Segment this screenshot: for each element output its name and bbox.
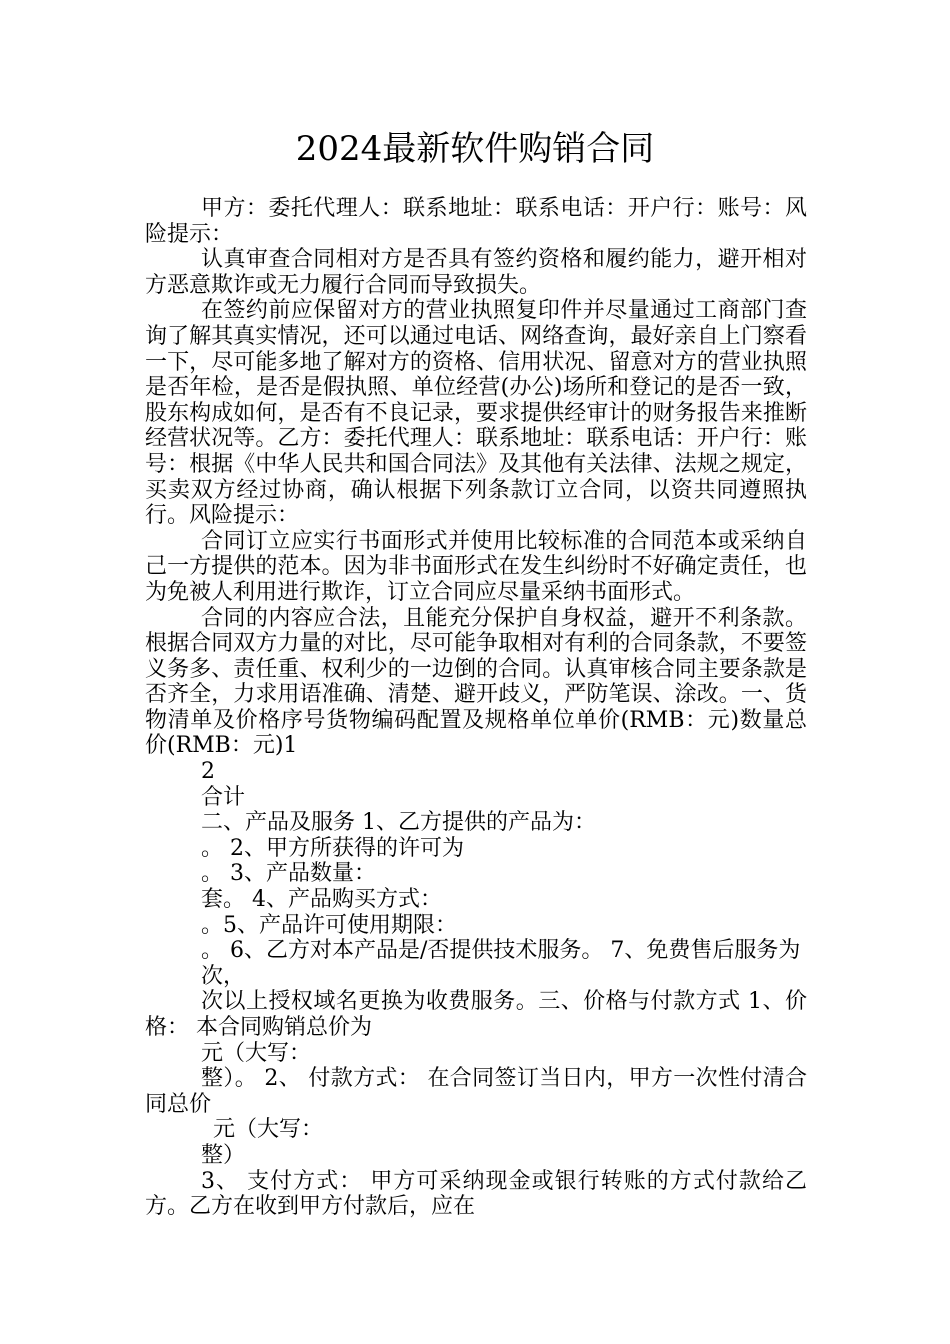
paragraph-party-a: 甲方：委托代理人：联系地址：联系电话：开户行：账号：风险提示：	[145, 196, 807, 247]
item-quantity: 。 3、产品数量：	[201, 861, 376, 887]
paragraph-risk-review: 认真审查合同相对方是否具有签约资格和履约能力，避开相对方恶意欺诈或无力履行合同而导致损失。	[145, 247, 807, 298]
price-end: 整）	[201, 1142, 246, 1168]
payment-method: 整）。 2、 付款方式： 在合同签订当日内，甲方一次性付清合同总价	[145, 1066, 807, 1117]
payment-way: 3、 支付方式： 甲方可采纳现金或银行转账的方式付款给乙方。乙方在收到甲方付款后，应在	[145, 1168, 807, 1220]
document-body	[145, 196, 807, 1220]
table-total: 合计	[201, 784, 246, 810]
paragraph-license-check: 在签约前应保留对方的营业执照复印件并尽量通过工商部门查询了解其真实情况，还可以通过电话、网络查询，最好亲自上门察看一下，尽可能多地了解对方的资格、信用状况、留意对方的营业执照是否年检，是否是假执照、单位经营(办公)场所和登记的是否一致，股东构成如何，是否有不良记录，要求提供经审计的财务报告来推断经营状况等。乙方：委托代理人：联系地址：联系电话：开户行：账号：根据《中华人民共和国合同法》及其他有关法律、法规之规定，买卖双方经过协商，确认根据下列条款订立合同，以资共同遵照执行。风险提示：	[145, 298, 807, 529]
price-capital-1: 元（大写：	[201, 1040, 312, 1066]
section-price: 次以上授权域名更换为收费服务。三、价格与付款方式 1、价格： 本合同购销总价为	[145, 989, 807, 1040]
item-purchase-method: 套。 4、产品购买方式：	[201, 887, 442, 913]
item-license-period: 。5、产品许可使用期限：	[201, 912, 457, 938]
section-products: 二、产品及服务 1、乙方提供的产品为：	[201, 810, 596, 836]
paragraph-written-form: 合同订立应实行书面形式并使用比较标准的合同范本或采纳自己一方提供的范本。因为非书面形式在发生纠纷时不好确定责任，也为免被人利用进行欺诈，订立合同应尽量采纳书面形式。	[145, 528, 807, 605]
document-title: 2024最新软件购销合同	[295, 129, 655, 169]
table-row-2: 2	[201, 759, 215, 785]
paragraph-contract-content: 合同的内容应合法，且能充分保护自身权益，避开不利条款。根据合同双方力量的对比，尽可能争取相对有利的合同条款，不要签义务多、责任重、权利少的一边倒的合同。认真审核合同主要条款是否齐全，力求用语准确、清楚、避开歧义，严防笔误、涂改。一、货物清单及价格序号货物编码配置及规格单位单价(RMB：元)数量总价(RMB：元)1	[145, 605, 807, 759]
price-capital-2: 元（大写：	[213, 1117, 324, 1143]
item-license: 。 2、甲方所获得的许可为	[201, 835, 464, 861]
item-tech-service: 。 6、乙方对本产品是/否提供技术服务。 7、免费售后服务为	[201, 938, 801, 964]
item-times: 次，	[201, 963, 246, 989]
